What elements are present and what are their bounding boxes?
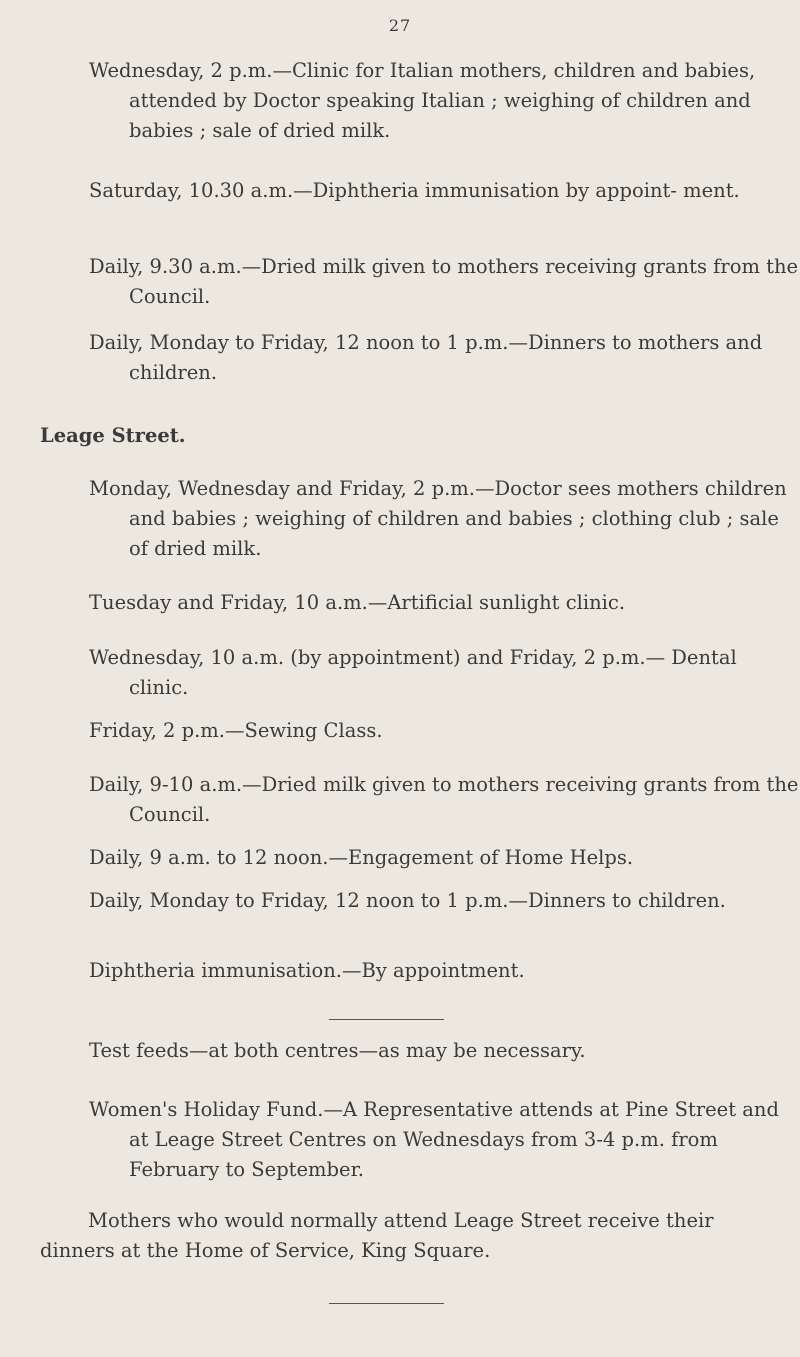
leage-street-entry-dental-clinic: Wednesday, 10 a.m. (by appointment) and Friday, 2 p.m.— Dental clinic. [89, 646, 737, 699]
pine-street-entry-dried-milk: Daily, 9.30 a.m.—Dried milk given to mothers receiving grants from the Council. [89, 255, 799, 308]
leage-street-entry-home-helps: Daily, 9 a.m. to 12 noon.—Engagement of Home Helps. [89, 846, 634, 869]
section-heading-leage-street: Leage Street. [40, 424, 186, 447]
leage-street-entry-sunlight-clinic: Tuesday and Friday, 10 a.m.—Artificial sunlight clinic. [89, 591, 626, 614]
section-divider [329, 1019, 444, 1020]
pine-street-entry-diphtheria: Saturday, 10.30 a.m.—Diphtheria immunisation by appoint- ment. [89, 179, 740, 202]
entry-womens-holiday-fund: Women's Holiday Fund.—A Representative attends at Pine Street and at Leage Street Centres on Wednesdays from 3-4 p.m. from February to September. [89, 1098, 779, 1181]
leage-street-entry-dried-milk: Daily, 9-10 a.m.—Dried milk given to mothers receiving grants from the Council. [89, 773, 799, 826]
pine-street-entry-dinners: Daily, Monday to Friday, 12 noon to 1 p.m.—Dinners to mothers and children. [89, 331, 763, 384]
closing-paragraph: Mothers who would normally attend Leage Street receive their dinners at the Home of Service, King Square. [40, 1209, 714, 1262]
pine-street-entry-italian-clinic: Wednesday, 2 p.m.—Clinic for Italian mothers, children and babies, attended by Doctor speaking Italian ; weighing of children and babies ; sale of dried milk. [89, 59, 756, 142]
leage-street-entry-sewing-class: Friday, 2 p.m.—Sewing Class. [89, 719, 383, 742]
leage-street-entry-diphtheria: Diphtheria immunisation.—By appointment. [89, 959, 525, 982]
end-divider [329, 1303, 444, 1304]
leage-street-entry-doctor: Monday, Wednesday and Friday, 2 p.m.—Doctor sees mothers children and babies ; weighing of children and babies ; clothing club ; sale of dried milk. [89, 477, 787, 560]
leage-street-entry-dinners: Daily, Monday to Friday, 12 noon to 1 p.m.—Dinners to children. [89, 889, 726, 912]
entry-test-feeds: Test feeds—at both centres—as may be necessary. [89, 1039, 586, 1062]
page-number: 27 [388, 16, 412, 35]
